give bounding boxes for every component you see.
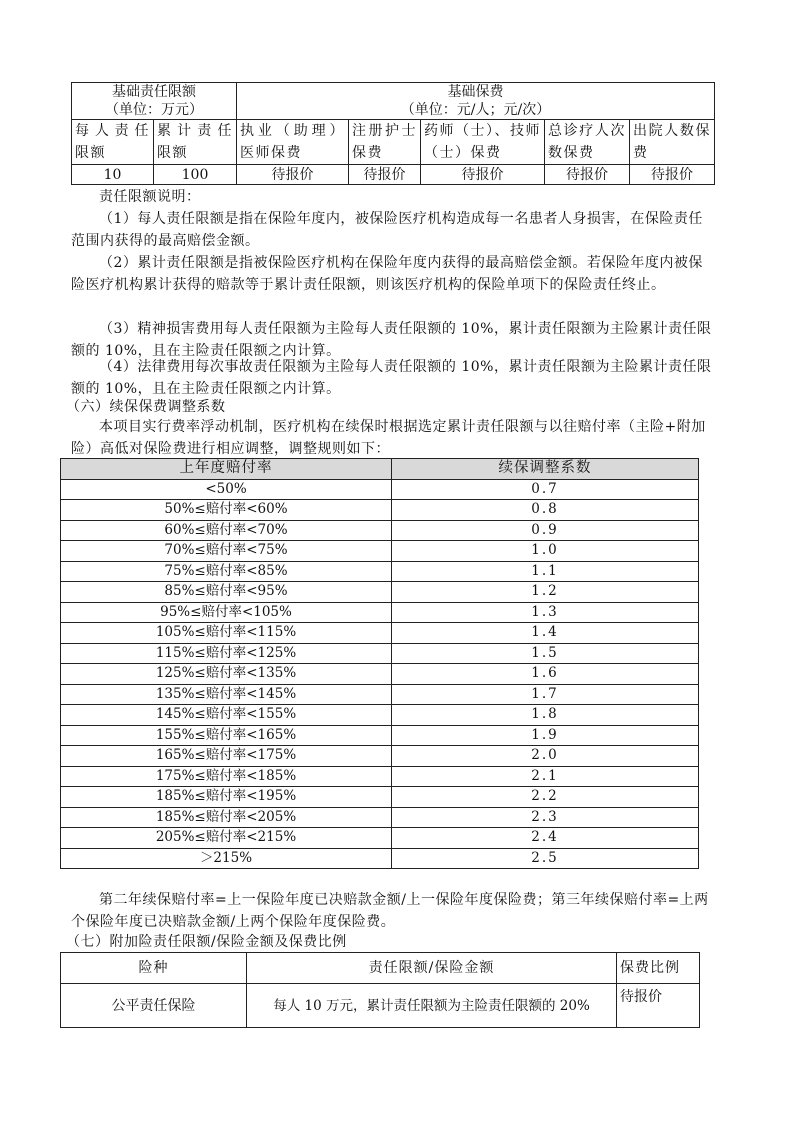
column-header: 总诊疗人次数保费	[545, 120, 630, 165]
table-cell: 待报价	[545, 165, 630, 185]
column-header: 每人责任限额	[72, 120, 154, 165]
table-row	[61, 602, 699, 623]
table-row	[61, 807, 699, 828]
coefficient-cell: 1.0	[392, 541, 699, 562]
coefficient-cell: 1.5	[392, 643, 699, 664]
coefficient-cell: 1.6	[392, 664, 699, 685]
loss-ratio-cell: 185%≤赔付率<205%	[61, 807, 392, 828]
coefficient-cell: 2.0	[392, 746, 699, 767]
coefficient-cell: 1.2	[392, 582, 699, 603]
additional-insurance-table	[60, 952, 700, 1028]
table-cell: 10	[72, 165, 154, 185]
renewal-adjustment-table	[60, 458, 699, 869]
loss-ratio-cell: 205%≤赔付率<215%	[61, 828, 392, 849]
table-row	[61, 623, 699, 644]
table-row	[61, 725, 699, 746]
base-premium-table	[71, 82, 715, 185]
table-cell: 待报价	[630, 165, 715, 185]
table-cell: 待报价	[617, 984, 700, 1028]
notes-title: 责任限额说明：	[99, 189, 201, 205]
loss-ratio-cell: 125%≤赔付率<135%	[61, 664, 392, 685]
table-cell: 公平责任保险	[61, 984, 247, 1028]
table-row	[61, 561, 699, 582]
table-row	[61, 520, 699, 541]
loss-ratio-cell: 135%≤赔付率<145%	[61, 684, 392, 705]
table-row	[61, 787, 699, 808]
table-row	[61, 664, 699, 685]
note-item: （1）每人责任限额是指在保险年度内，被保险医疗机构造成每一名患者人身损害，在保险责任范围内获得的最高赔偿金额。	[71, 211, 703, 249]
column-header: 责任限额/保险金额	[247, 953, 617, 984]
base-premium-header	[237, 83, 715, 120]
table-header-row	[72, 83, 715, 120]
loss-ratio-cell: 155%≤赔付率<165%	[61, 725, 392, 746]
header-text: 基础保费	[447, 84, 504, 100]
note-item: （3）精神损害费用每人责任限额为主险每人责任限额的 10%，累计责任限额为主险累计责任限额的 10%，且在主险责任限额之内计算。	[71, 321, 712, 359]
base-limit-header	[72, 83, 237, 120]
loss-ratio-cell: 50%≤赔付率<60%	[61, 500, 392, 521]
section-heading: （六）续保保费调整系数	[66, 399, 226, 415]
table-subheader-row	[72, 120, 715, 165]
loss-ratio-cell: 70%≤赔付率<75%	[61, 541, 392, 562]
coefficient-cell: 1.7	[392, 684, 699, 705]
coefficient-cell: 2.5	[392, 848, 699, 869]
column-header: 药师（士）、技师（士）保费	[421, 120, 545, 165]
table-row	[61, 705, 699, 726]
loss-ratio-cell: 75%≤赔付率<85%	[61, 561, 392, 582]
table-cell: 待报价	[421, 165, 545, 185]
table-row	[61, 746, 699, 767]
loss-ratio-cell: 60%≤赔付率<70%	[61, 520, 392, 541]
table-row	[61, 984, 700, 1028]
column-header: 上年度赔付率	[61, 459, 392, 480]
table-row	[61, 643, 699, 664]
column-header: 执业（助理）医师保费	[237, 120, 349, 165]
coefficient-cell: 1.8	[392, 705, 699, 726]
header-unit-text: （单位：万元）	[105, 102, 203, 118]
table-row	[61, 684, 699, 705]
section-intro: 本项目实行费率浮动机制，医疗机构在续保时根据选定累计责任限额与以往赔付率（主险+附加险）高低对保险费进行相应调整，调整规则如下：	[71, 419, 706, 457]
loss-ratio-cell: 165%≤赔付率<175%	[61, 746, 392, 767]
loss-ratio-cell: 175%≤赔付率<185%	[61, 766, 392, 787]
table-cell: 100	[154, 165, 237, 185]
coefficient-cell: 1.1	[392, 561, 699, 582]
table-row	[61, 848, 699, 869]
column-header: 累计责任限额	[154, 120, 237, 165]
table-row	[61, 766, 699, 787]
coefficient-cell: 2.2	[392, 787, 699, 808]
coefficient-cell: 0.9	[392, 520, 699, 541]
column-header: 注册护士保费	[349, 120, 421, 165]
table-row	[61, 500, 699, 521]
loss-ratio-cell: 115%≤赔付率<125%	[61, 643, 392, 664]
table-row	[61, 541, 699, 562]
table-row	[61, 828, 699, 849]
column-header: 出院人数保费	[630, 120, 715, 165]
table-header-row	[61, 459, 699, 480]
table-cell: 待报价	[237, 165, 349, 185]
column-header: 续保调整系数	[392, 459, 699, 480]
coefficient-cell: 2.3	[392, 807, 699, 828]
coefficient-cell: 2.4	[392, 828, 699, 849]
table-header-row	[61, 953, 700, 984]
coefficient-cell: 1.9	[392, 725, 699, 746]
table-row	[61, 582, 699, 603]
loss-ratio-cell: 105%≤赔付率<115%	[61, 623, 392, 644]
loss-ratio-cell: 145%≤赔付率<155%	[61, 705, 392, 726]
header-text: 基础责任限额	[112, 84, 196, 100]
coefficient-cell: 1.4	[392, 623, 699, 644]
coefficient-cell: 2.1	[392, 766, 699, 787]
table-cell: 每人 10 万元，累计责任限额为主险责任限额的 20%	[247, 984, 617, 1028]
loss-ratio-cell: 85%≤赔付率<95%	[61, 582, 392, 603]
loss-ratio-cell: ＞215%	[61, 848, 392, 869]
coefficient-cell: 1.3	[392, 602, 699, 623]
coefficient-cell: 0.7	[392, 479, 699, 500]
column-header: 保费比例	[617, 953, 700, 984]
table-row	[72, 165, 715, 185]
note-item: （2）累计责任限额是指被保险医疗机构在保险年度内获得的最高赔偿金额。若保险年度内被保险医疗机构累计获得的赔款等于累计责任限额，则该医疗机构的保险单项下的保险责任终止。	[71, 255, 703, 293]
table-row	[61, 479, 699, 500]
coefficient-cell: 0.8	[392, 500, 699, 521]
section-heading: （七）附加险责任限额/保险金额及保费比例	[66, 934, 347, 950]
header-unit-text: （单位：元/人；元/次）	[400, 102, 551, 118]
loss-ratio-cell: <50%	[61, 479, 392, 500]
column-header: 险种	[61, 953, 247, 984]
loss-ratio-cell: 185%≤赔付率<195%	[61, 787, 392, 808]
loss-ratio-cell: 95%≤赔付率<105%	[61, 602, 392, 623]
note-item: （4）法律费用每次事故责任限额为主险每人责任限额的 10%，累计责任限额为主险累计责任限额的 10%，且在主险责任限额之内计算。	[71, 359, 712, 397]
formula-note: 第二年续保赔付率=上一保险年度已决赔款金额/上一保险年度保险费；第三年续保赔付率=上两个保险年度已决赔款金额/上两个保险年度保险费。	[71, 892, 709, 930]
table-cell: 待报价	[349, 165, 421, 185]
